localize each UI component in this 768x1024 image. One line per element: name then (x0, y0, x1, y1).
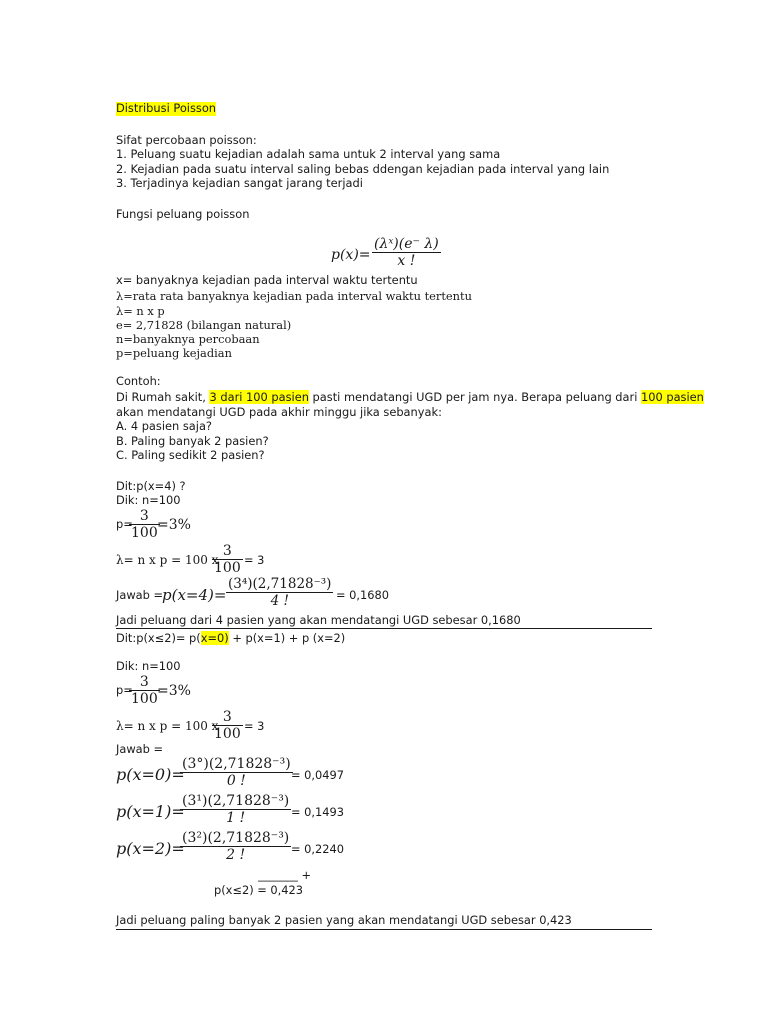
definition-e: e= 2,71828 (bilangan natural) (116, 318, 292, 332)
divider (116, 628, 652, 629)
highlight-100-pasien: 100 pasien (640, 390, 704, 404)
row-fraction (180, 756, 293, 789)
lambda-numerator: 3 (222, 543, 232, 559)
row-lhs: p(x=0)= (116, 765, 185, 784)
row-numerator: (3°)(2,71828⁻³) (182, 756, 291, 772)
lambda-result: = 3 (244, 719, 265, 733)
formula-denominator: x ! (397, 253, 416, 269)
dit-a: Dit:p(x=4) ? (116, 479, 186, 493)
jawab-numerator: (3⁴)(2,71828⁻³) (228, 576, 332, 592)
jawab-label: Jawab = (116, 588, 164, 602)
jawab-label: Jawab = (116, 742, 164, 756)
row-denominator: 0 ! (226, 773, 246, 789)
sum-result: p(x≤2) = 0,423 (214, 883, 304, 897)
p-label: p= (116, 517, 133, 531)
lambda-denominator: 100 (214, 726, 241, 742)
row-result: = 0,2240 (291, 842, 345, 856)
p-label: p= (116, 683, 133, 697)
formula-numerator: (λˣ)(e⁻ λ) (374, 236, 439, 252)
page-title: Distribusi Poisson (116, 101, 217, 115)
lambda-line: λ= n x p = 100 x (116, 553, 219, 567)
definition-lambda: λ=rata rata banyaknya kejadian pada interval waktu tertentu (116, 289, 472, 303)
p-denominator: 100 (131, 525, 158, 541)
poisson-formula-fraction (372, 236, 441, 269)
contoh-text: pasti mendatangi UGD per jam nya. Berapa peluang dari (308, 390, 641, 404)
row-lhs: p(x=1)= (116, 802, 185, 821)
highlight-x0: x=0) (200, 631, 229, 645)
fungsi-heading: Fungsi peluang poisson (116, 207, 250, 221)
sum-line: _______ + (258, 868, 312, 882)
definition-lambda-formula: λ= n x p (116, 304, 165, 318)
jawab-denominator: 4 ! (270, 593, 289, 609)
contoh-line-1 (116, 391, 704, 405)
row-numerator: (3¹)(2,71828⁻³) (182, 793, 290, 809)
highlight-3-dari-100: 3 dari 100 pasien (209, 390, 309, 404)
definition-x: x= banyaknya kejadian pada interval waktu tertentu (116, 273, 418, 287)
conclusion-b: Jadi peluang paling banyak 2 pasien yang akan mendatangi UGD sebesar 0,423 (116, 913, 572, 927)
dik-b: Dik: n=100 (116, 659, 181, 673)
contoh-line-2: akan mendatangi UGD pada akhir minggu jika sebanyak: (116, 405, 442, 419)
row-result: = 0,0497 (291, 768, 345, 782)
dit-text: Dit:p(x≤2)= p( (116, 631, 201, 645)
sifat-item: 1. Peluang suatu kejadian adalah sama untuk 2 interval yang sama (116, 147, 501, 161)
p-fraction (129, 508, 160, 541)
sifat-item: 2. Kejadian pada suatu interval saling bebas ddengan kejadian pada interval yang lain (116, 162, 610, 176)
formula-lhs: p(x)= (331, 247, 371, 263)
dik-a: Dik: n=100 (116, 493, 181, 507)
p-result: =3% (157, 683, 191, 699)
row-fraction (180, 830, 291, 863)
question-a: A. 4 pasien saja? (116, 419, 212, 433)
lambda-line: λ= n x p = 100 x (116, 719, 219, 733)
row-numerator: (3²)(2,71828⁻³) (182, 830, 290, 846)
lambda-fraction (212, 543, 243, 576)
jawab-fraction (226, 576, 333, 609)
row-fraction (180, 793, 291, 826)
lambda-denominator: 100 (214, 560, 241, 576)
row-result: = 0,1493 (291, 805, 345, 819)
lambda-fraction (212, 709, 243, 742)
conclusion-a: Jadi peluang dari 4 pasien yang akan mendatangi UGD sebesar 0,1680 (116, 613, 521, 627)
jawab-result: = 0,1680 (336, 588, 390, 602)
p-numerator: 3 (139, 508, 149, 524)
question-c: C. Paling sedikit 2 pasien? (116, 448, 265, 462)
sifat-heading: Sifat percobaan poisson: (116, 133, 257, 147)
row-denominator: 1 ! (226, 810, 246, 826)
dit-b (116, 632, 345, 646)
question-b: B. Paling banyak 2 pasien? (116, 434, 269, 448)
dit-text: + p(x=1) + p (x=2) (228, 631, 346, 645)
jawab-lhs: p(x=4)= (162, 586, 227, 604)
sifat-item: 3. Terjadinya kejadian sangat jarang terjadi (116, 176, 363, 190)
p-fraction (129, 674, 160, 707)
p-result: =3% (157, 517, 191, 533)
definition-n: n=banyaknya percobaan (116, 332, 260, 346)
divider (116, 929, 652, 930)
lambda-result: = 3 (244, 553, 265, 567)
definition-p: p=peluang kejadian (116, 346, 232, 360)
contoh-heading: Contoh: (116, 374, 161, 388)
p-numerator: 3 (139, 674, 149, 690)
p-denominator: 100 (131, 691, 158, 707)
lambda-numerator: 3 (222, 709, 232, 725)
row-denominator: 2 ! (226, 847, 246, 863)
contoh-text: Di Rumah sakit, (116, 390, 210, 404)
row-lhs: p(x=2)= (116, 839, 185, 858)
